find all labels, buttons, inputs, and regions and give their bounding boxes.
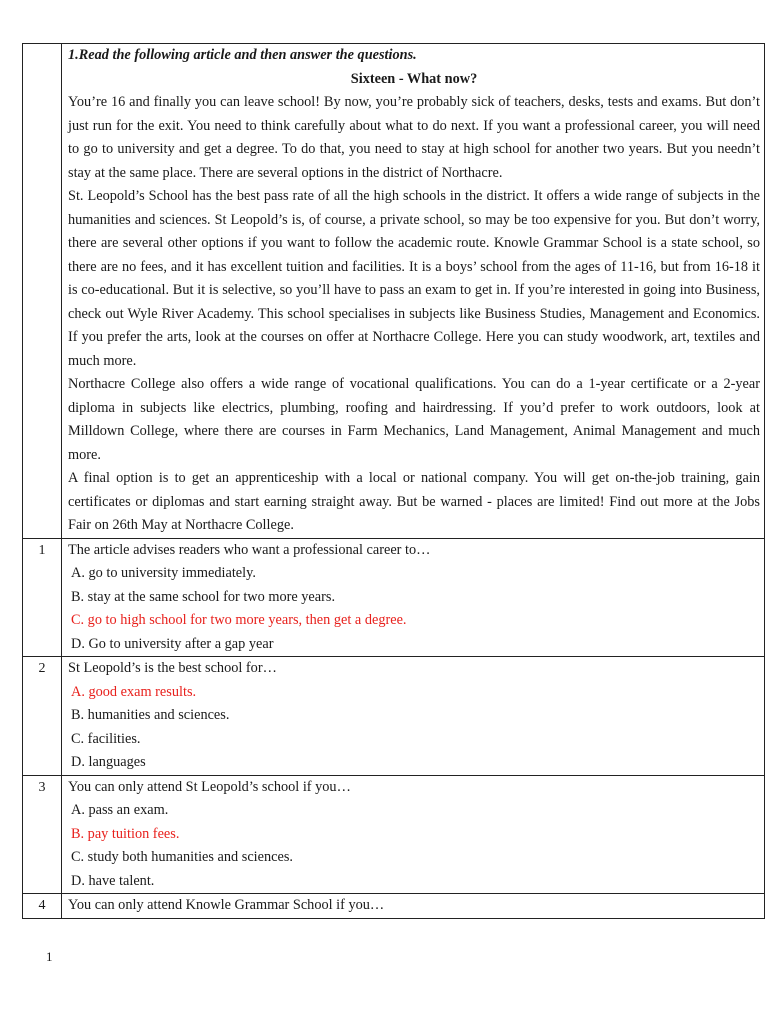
article-paragraph: A final option is to get an apprenticeship with a local or national company. You will get on-the-job training, gain certificates or diplomas and start earning straight away. But be warned - places are limited! Find out more at the Jobs Fair on 26th May at Northacre College. xyxy=(68,470,760,533)
instruction: 1.Read the following article and then answer the questions. xyxy=(68,47,417,63)
page-number: 1 xyxy=(46,949,53,964)
answer-option: C. facilities. xyxy=(71,730,141,747)
question-row xyxy=(23,657,765,776)
article-title: Sixteen - What now? xyxy=(350,70,478,87)
answer-option: D. Go to university after a gap year xyxy=(71,635,274,652)
answer-option-correct: B. pay tuition fees. xyxy=(71,825,180,842)
question-stem: You can only attend Knowle Grammar School if you… xyxy=(68,897,385,913)
answer-option: D. have talent. xyxy=(71,872,155,889)
question-number: 1 xyxy=(23,538,62,657)
answer-option: B. stay at the same school for two more years. xyxy=(71,588,336,605)
answer-option: B. humanities and sciences. xyxy=(71,707,230,723)
question-row xyxy=(23,538,765,657)
question-number: 3 xyxy=(23,775,62,894)
question-stem: You can only attend St Leopold’s school if you… xyxy=(68,778,351,795)
answer-option: A. pass an exam. xyxy=(71,802,169,818)
question-stem: The article advises readers who want a professional career to… xyxy=(68,541,431,558)
question-stem: St Leopold’s is the best school for… xyxy=(68,660,277,676)
question-cell xyxy=(62,657,765,776)
answer-option-correct: A. good exam results. xyxy=(71,683,197,700)
question-cell xyxy=(62,775,765,894)
question-number: 2 xyxy=(23,657,62,776)
article-paragraph: You’re 16 and finally you can leave school! By now, you’re probably sick of teachers, desks, tests and exams. But don’t just run for the exit. You need to think carefully about what to do next. If you want a professional career, you will need to go to university and get a degree. To do that, you need to stay at high school for another two years. But you needn’t stay at the same place. There are several options in the district of Northacre. xyxy=(68,94,760,181)
answer-option: A. go to university immediately. xyxy=(71,565,256,581)
article-cell xyxy=(62,44,765,539)
question-row xyxy=(23,894,765,919)
answer-option: D. languages xyxy=(71,754,146,770)
article-paragraph: Northacre College also offers a wide range of vocational qualifications. You can do a 1-year certificate or a 2-year diploma in subjects like electrics, plumbing, roofing and hairdressing. If you’d prefer to work outdoors, look at Milldown College, where there are courses in Farm Mechanics, Land Management, Animal Management and much more. xyxy=(68,376,760,463)
worksheet-table xyxy=(22,43,765,919)
article-number-cell xyxy=(23,44,62,539)
question-row xyxy=(23,775,765,894)
article-paragraph: St. Leopold’s School has the best pass rate of all the high schools in the district. It offers a wide range of subjects in the humanities and sciences. St Leopold’s is, of course, a private school, so may be too expensive for you. But don’t worry, there are several other options if you want to follow the academic route. Knowle Grammar School is a state school, so there are no fees, and it has excellent tuition and facilities. It is a boys’ school from the ages of 11-16, but from 16-18 it is co-educational. But it is selective, so you’ll have to pass an exam to get in. If you’re interested in going into Business, check out Wyle River Academy. This school specialises in subjects like Business Studies, Management and Economics. If you prefer the arts, look at the courses on offer at Northacre College. Here you can study woodwork, art, textiles and much more. xyxy=(68,188,760,369)
article-row xyxy=(23,44,765,539)
answer-option: C. study both humanities and sciences. xyxy=(71,849,293,865)
question-number: 4 xyxy=(23,894,62,919)
answer-option-correct: C. go to high school for two more years, then get a degree. xyxy=(71,612,407,628)
question-cell xyxy=(62,538,765,657)
question-cell xyxy=(62,894,765,919)
